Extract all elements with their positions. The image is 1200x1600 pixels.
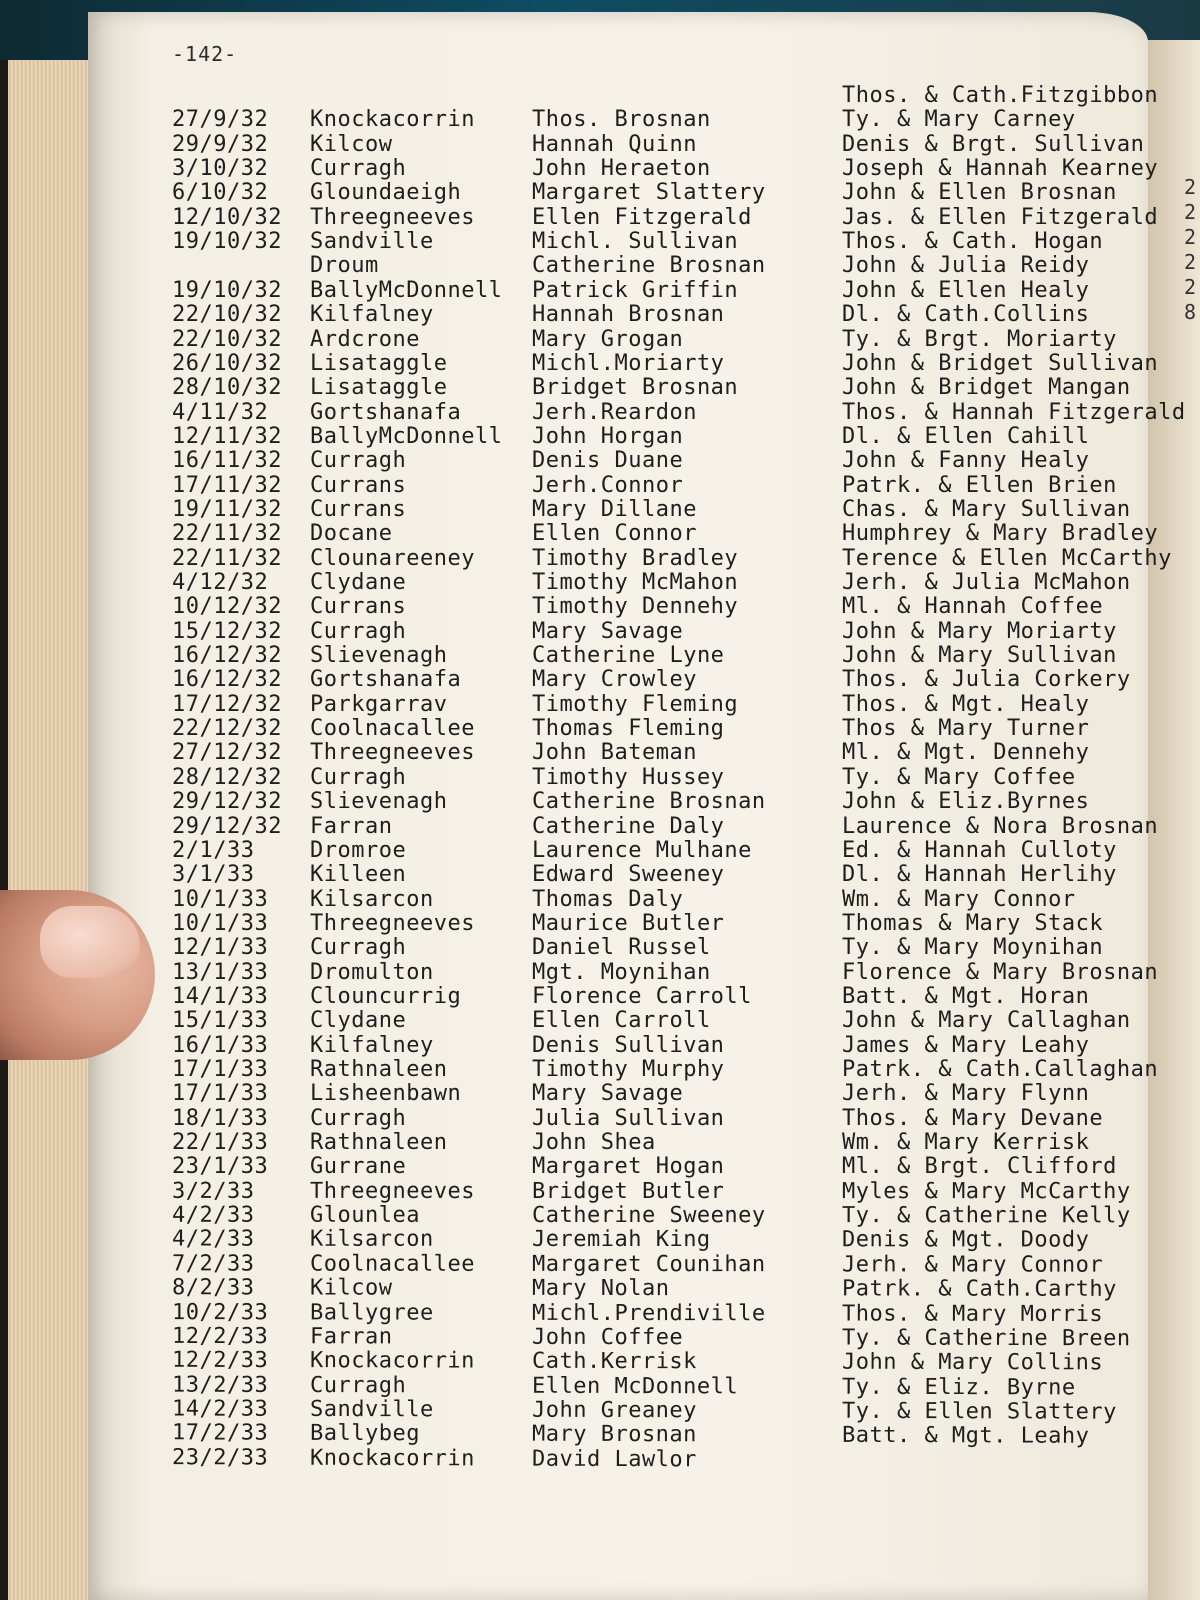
entry-parents: John & Bridget Mangan: [842, 375, 1131, 401]
register-row: [88, 741, 1148, 765]
register-row: [88, 985, 1148, 1009]
entry-date: 14/1/33: [172, 983, 269, 1009]
entry-date: 19/11/32: [172, 496, 282, 522]
entry-parents: John & Mary Callaghan: [842, 1008, 1131, 1034]
entry-date: 17/12/32: [172, 691, 282, 717]
register-row: [88, 912, 1148, 936]
register-row: [88, 156, 1159, 182]
entry-child-name: Timothy Bradley: [532, 545, 739, 571]
register-row: [88, 1276, 1148, 1302]
entry-townland: Gloundaeigh: [310, 180, 462, 206]
facing-page-text: 2: [1184, 200, 1197, 224]
entry-parents: Thos. & Julia Corkery: [842, 667, 1131, 693]
register-row: [88, 863, 1148, 887]
entry-child-name: John Bateman: [532, 740, 697, 766]
entry-child-name: Florence Carroll: [532, 983, 752, 1009]
entry-date: 27/12/32: [172, 740, 282, 766]
entry-date: 4/2/33: [171, 1226, 255, 1253]
entry-townland: Curragh: [310, 448, 407, 474]
register-row: [88, 571, 1148, 595]
entry-townland: Dromroe: [310, 837, 407, 863]
entry-child-name: Mary Savage: [532, 1081, 684, 1107]
entry-child-name: Michl.Prendiville: [531, 1300, 766, 1326]
entry-child-name: Jerh.Reardon: [532, 399, 697, 425]
entry-parents: Jerh. & Julia McMahon: [842, 570, 1131, 595]
entry-townland: BallyMcDonnell: [310, 423, 503, 449]
entry-date: 22/1/33: [172, 1130, 269, 1156]
entry-child-name: Maurice Butler: [532, 910, 725, 936]
entry-date: 23/1/33: [172, 1154, 269, 1180]
entry-child-name: Catherine Daly: [532, 813, 725, 839]
entry-townland: Docane: [310, 521, 393, 547]
entry-parents: Ty. & Brgt. Moriarty: [842, 326, 1117, 352]
register-row: [88, 1034, 1148, 1058]
register-row: [88, 1057, 1159, 1082]
entry-parents: Ty. & Mary Moynihan: [842, 935, 1104, 961]
entry-date: 3/10/32: [172, 156, 269, 182]
register-row: [88, 1445, 1148, 1473]
entry-date: 19/10/32: [172, 277, 282, 303]
entry-date: 27/9/32: [172, 107, 269, 133]
entry-date: 6/10/32: [172, 180, 269, 206]
entry-townland: Knockacorrin: [309, 1348, 475, 1374]
entry-parents: Joseph & Hannah Kearney: [842, 156, 1159, 182]
entry-parents: Ty. & Mary Carney: [842, 107, 1076, 133]
entry-child-name: Ellen Fitzgerald: [532, 204, 752, 230]
entry-townland: Clouncurrig: [310, 983, 462, 1009]
register-row: [88, 376, 1148, 400]
entry-date: 3/2/33: [171, 1178, 255, 1204]
entry-parents: Myles & Mary McCarthy: [841, 1178, 1131, 1204]
entry-parents: John & Ellen Brosnan: [842, 180, 1117, 206]
entry-child-name: Thomas Daly: [532, 886, 684, 912]
entry-parents: John & Mary Sullivan: [842, 643, 1117, 669]
entry-parents: Ml. & Hannah Coffee: [842, 594, 1104, 620]
entry-parents: Ty. & Catherine Kelly: [841, 1203, 1131, 1229]
entry-townland: Ballybeg: [309, 1421, 421, 1447]
entry-parents: Denis & Brgt. Sullivan: [842, 131, 1145, 157]
entry-child-name: Denis Sullivan: [532, 1032, 725, 1058]
entry-parents: Dl. & Hannah Herlihy: [842, 862, 1117, 888]
entry-townland: Clydane: [310, 570, 407, 595]
entry-date: 18/1/33: [172, 1105, 269, 1131]
entry-child-name: Thos. Brosnan: [532, 107, 711, 133]
entry-child-name: Mary Grogan: [532, 326, 684, 352]
register-row: [88, 545, 1172, 571]
entry-date: 16/1/33: [172, 1032, 269, 1058]
entry-parents: John & Bridget Sullivan: [842, 350, 1159, 376]
entry-townland: Threegneeves: [310, 204, 475, 230]
entry-parents: Ml. & Brgt. Clifford: [842, 1154, 1117, 1180]
entry-child-name: Mgt. Moynihan: [532, 959, 711, 985]
entry-parents: Patrk. & Cath.Carthy: [841, 1276, 1117, 1303]
register-row: [88, 1204, 1148, 1229]
entry-date: 10/2/33: [171, 1299, 269, 1325]
entry-child-name: Edward Sweeney: [532, 862, 725, 888]
entry-date: 14/2/33: [171, 1396, 269, 1422]
entry-townland: Curragh: [309, 1372, 407, 1398]
register-row: [88, 790, 1148, 814]
entry-parents: Dl. & Ellen Cahill: [842, 423, 1090, 449]
entry-parents: Batt. & Mgt. Leahy: [841, 1423, 1090, 1450]
entry-child-name: Mary Crowley: [532, 667, 697, 693]
entry-townland: Coolnacallee: [310, 716, 475, 742]
entry-child-name: Catherine Sweeney: [531, 1203, 766, 1229]
entry-date: 16/12/32: [172, 667, 282, 693]
register-row: [88, 668, 1148, 692]
entry-parents: Jerh. & Mary Flynn: [842, 1081, 1090, 1107]
entry-townland: Lisataggle: [310, 375, 448, 401]
entry-date: 13/1/33: [172, 959, 269, 985]
register-row: [88, 1155, 1148, 1179]
entry-parents: Thos. & Mgt. Healy: [842, 691, 1090, 717]
register-page: [88, 12, 1186, 1600]
register-row: [88, 133, 1148, 157]
entry-child-name: Ellen Connor: [532, 521, 697, 547]
entry-townland: Rathnaleen: [310, 1130, 448, 1156]
register-row: [88, 1082, 1148, 1106]
entry-parents: Thos. & Mary Morris: [841, 1300, 1104, 1327]
entry-child-name: Timothy Dennehy: [532, 594, 739, 620]
entry-parents: Denis & Mgt. Doody: [841, 1227, 1090, 1253]
entry-townland: Currans: [310, 594, 407, 620]
entry-date: 4/11/32: [172, 399, 269, 425]
entry-date: 4/12/32: [172, 570, 269, 595]
entry-townland: Ballygree: [309, 1299, 434, 1326]
entry-townland: Curragh: [310, 156, 407, 182]
entry-child-name: Catherine Brosnan: [532, 253, 766, 279]
entry-townland: Threegneeves: [310, 740, 475, 766]
entry-child-name: Jeremiah King: [531, 1227, 711, 1253]
entry-parents: Terence & Ellen McCarthy: [842, 545, 1172, 571]
register-row: [88, 959, 1159, 985]
entry-townland: BallyMcDonnell: [310, 277, 503, 303]
entry-date: 17/1/33: [172, 1081, 269, 1107]
register-row: [88, 328, 1148, 352]
entry-townland: Slievenagh: [310, 789, 448, 815]
entry-parents: Patrk. & Cath.Callaghan: [842, 1057, 1159, 1082]
entry-townland: Farran: [309, 1324, 393, 1350]
register-row: [88, 474, 1148, 498]
facing-page-text: 2: [1184, 275, 1197, 299]
entry-townland: Kilcow: [310, 131, 393, 157]
entry-date: 8/2/33: [171, 1275, 255, 1301]
entry-townland: Kilsarcon: [309, 1227, 434, 1253]
register-row: [88, 1300, 1148, 1326]
entry-child-name: Mary Nolan: [531, 1275, 670, 1302]
entry-parents: John & Fanny Healy: [842, 448, 1090, 474]
register-row: [88, 595, 1148, 619]
entry-townland: Threegneeves: [309, 1178, 475, 1204]
entry-child-name: Bridget Butler: [531, 1178, 725, 1204]
entry-date: 29/12/32: [172, 789, 282, 815]
entry-child-name: Margaret Hogan: [532, 1154, 725, 1180]
entry-parents: John & Mary Moriarty: [842, 618, 1117, 644]
entry-date: 15/12/32: [172, 618, 282, 644]
register-row: [88, 350, 1159, 376]
entry-parents: Batt. & Mgt. Horan: [842, 983, 1090, 1009]
entry-date: 22/11/32: [172, 521, 282, 547]
register-row: [88, 1107, 1148, 1131]
entry-date: 12/1/33: [172, 935, 269, 961]
entry-parents: John & Julia Reidy: [842, 253, 1090, 279]
entry-townland: Curragh: [310, 764, 407, 790]
entry-child-name: Laurence Mulhane: [532, 837, 752, 863]
entry-child-name: Margaret Counihan: [531, 1251, 766, 1278]
register-row: [88, 498, 1148, 522]
entry-date: 12/10/32: [172, 204, 282, 230]
entry-child-name: Hannah Quinn: [532, 131, 697, 157]
entry-child-name: Hannah Brosnan: [532, 302, 725, 328]
register-row: [88, 449, 1148, 473]
entry-townland: Gortshanafa: [310, 399, 462, 425]
register-row: [88, 839, 1148, 863]
entry-townland: Coolnacallee: [309, 1251, 475, 1277]
register-row: [88, 936, 1148, 960]
entry-date: 7/2/33: [171, 1251, 255, 1277]
entry-parents: Thos. & Cath.Fitzgibbon: [842, 83, 1159, 108]
facing-page-text: 2: [1184, 225, 1197, 249]
facing-page-text: 2: [1184, 250, 1197, 274]
entry-townland: Knockacorrin: [310, 107, 475, 133]
entry-child-name: John Greaney: [531, 1397, 697, 1424]
entry-date: 16/11/32: [172, 448, 282, 474]
register-row: [88, 181, 1148, 205]
thumbnail: [40, 906, 140, 978]
entry-date: 22/11/32: [172, 545, 282, 571]
entry-townland: Kilcow: [309, 1275, 393, 1301]
entry-date: 19/10/32: [172, 229, 282, 255]
entry-child-name: Margaret Slattery: [532, 180, 766, 206]
entry-date: 29/9/32: [172, 131, 269, 157]
entry-parents: Ty. & Mary Coffee: [842, 764, 1076, 790]
entry-townland: Killeen: [310, 862, 407, 888]
entry-parents: Florence & Mary Brosnan: [842, 959, 1159, 985]
entry-parents: Wm. & Mary Connor: [842, 886, 1076, 912]
entry-townland: Lisataggle: [310, 350, 448, 376]
entry-child-name: Ellen McDonnell: [531, 1373, 739, 1399]
entry-townland: Currans: [310, 472, 407, 498]
entry-date: 28/10/32: [172, 375, 282, 401]
entry-child-name: Cath.Kerrisk: [531, 1348, 697, 1375]
entry-townland: Threegneeves: [310, 910, 475, 936]
entry-date: 17/2/33: [171, 1420, 269, 1446]
entry-date: 29/12/32: [172, 813, 282, 839]
register-row: [88, 1349, 1148, 1376]
entry-parents: Ml. & Mgt. Dennehy: [842, 740, 1090, 766]
register-row: [88, 717, 1148, 741]
entry-date: 17/1/33: [172, 1057, 269, 1082]
register-row: [88, 644, 1148, 668]
entry-parents: James & Mary Leahy: [842, 1032, 1090, 1058]
entry-date: 10/12/32: [172, 594, 282, 620]
entry-parents: Dl. & Cath.Collins: [842, 302, 1090, 328]
entry-date: 15/1/33: [172, 1008, 269, 1034]
register-row: [88, 766, 1148, 790]
entry-parents: Chas. & Mary Sullivan: [842, 496, 1131, 522]
register-row: [88, 83, 1159, 108]
entry-date: 28/12/32: [172, 764, 282, 790]
register-row: [88, 303, 1148, 327]
register-row: [88, 1131, 1148, 1155]
register-row: [88, 254, 1148, 278]
register-row: [88, 425, 1148, 449]
register-row: [88, 888, 1148, 912]
entry-child-name: Thomas Fleming: [532, 716, 725, 742]
entry-parents: Ty. & Eliz. Byrne: [841, 1374, 1076, 1400]
register-row: [88, 813, 1159, 839]
facing-page-text: 8: [1184, 300, 1197, 324]
entry-child-name: Timothy Fleming: [532, 691, 739, 717]
entry-townland: Curragh: [310, 1105, 407, 1131]
entry-date: 22/12/32: [172, 716, 282, 742]
entry-parents: Jerh. & Mary Connor: [841, 1252, 1104, 1278]
entry-townland: Kilfalney: [310, 1032, 434, 1058]
entry-child-name: David Lawlor: [531, 1446, 698, 1472]
entry-townland: Kilsarcon: [310, 886, 434, 912]
entry-parents: Ty. & Catherine Breen: [841, 1325, 1131, 1352]
entry-parents: John & Ellen Healy: [842, 277, 1090, 303]
entry-townland: Clounareeney: [310, 545, 475, 571]
entry-child-name: Julia Sullivan: [532, 1105, 725, 1131]
entry-townland: Knockacorrin: [309, 1445, 476, 1471]
entry-townland: Glounlea: [309, 1202, 420, 1228]
entry-date: 23/2/33: [171, 1444, 269, 1471]
entry-parents: Jas. & Ellen Fitzgerald: [842, 204, 1159, 230]
entry-child-name: Denis Duane: [532, 448, 684, 474]
register-row: [88, 620, 1148, 644]
entry-date: 2/1/33: [172, 837, 255, 863]
entry-townland: Parkgarrav: [310, 691, 448, 717]
entry-child-name: Patrick Griffin: [532, 277, 739, 303]
entry-date: 12/11/32: [172, 423, 282, 449]
register-row: [88, 1252, 1148, 1277]
entry-parents: Thomas & Mary Stack: [842, 910, 1104, 936]
entry-child-name: Mary Dillane: [532, 496, 697, 522]
entry-parents: John & Eliz.Byrnes: [842, 789, 1090, 815]
entry-parents: Thos. & Mary Devane: [842, 1105, 1104, 1131]
facing-page-text: 2: [1184, 175, 1197, 199]
entry-date: 10/1/33: [172, 886, 269, 912]
entry-child-name: Mary Savage: [532, 618, 684, 644]
entry-townland: Gurrane: [310, 1154, 407, 1180]
register-row: [88, 279, 1148, 303]
entry-date: 22/10/32: [172, 302, 282, 328]
entry-townland: Sandville: [309, 1396, 434, 1423]
register-row: [88, 230, 1148, 254]
entry-date: 10/1/33: [172, 910, 269, 936]
entry-townland: Droum: [310, 253, 379, 279]
entry-date: 22/10/32: [172, 326, 282, 352]
entry-townland: Sandville: [310, 229, 434, 255]
entry-date: 12/2/33: [171, 1347, 269, 1374]
entry-parents: John & Mary Collins: [841, 1349, 1104, 1376]
entry-townland: Slievenagh: [310, 643, 448, 669]
register-row: [88, 1180, 1148, 1204]
entry-parents: Wm. & Mary Kerrisk: [842, 1130, 1090, 1156]
entry-date: 4/2/33: [171, 1202, 255, 1228]
entry-parents: Thos. & Hannah Fitzgerald: [842, 399, 1186, 425]
register-row: [88, 108, 1148, 132]
entry-child-name: Timothy Hussey: [532, 764, 725, 790]
entry-parents: Ed. & Hannah Culloty: [842, 837, 1117, 863]
entry-date: 26/10/32: [172, 350, 282, 376]
register-row: [88, 521, 1159, 547]
entry-child-name: John Shea: [532, 1130, 656, 1156]
entry-date: 13/2/33: [171, 1372, 269, 1398]
entry-parents: Thos & Mary Turner: [842, 716, 1090, 742]
entry-parents: Humphrey & Mary Bradley: [842, 521, 1159, 547]
entry-parents: Ty. & Ellen Slattery: [841, 1398, 1117, 1425]
entry-child-name: Timothy Murphy: [532, 1057, 725, 1082]
entry-child-name: Daniel Russel: [532, 935, 711, 961]
entry-date: 16/12/32: [172, 643, 282, 669]
entry-townland: Kilfalney: [310, 302, 434, 328]
entry-child-name: Bridget Brosnan: [532, 375, 739, 401]
entry-child-name: Catherine Brosnan: [532, 789, 766, 815]
entry-child-name: Mary Brosnan: [531, 1421, 698, 1448]
entry-townland: Ardcrone: [310, 326, 420, 352]
entry-townland: Curragh: [310, 618, 407, 644]
entry-child-name: John Heraeton: [532, 156, 711, 182]
entry-townland: Clydane: [310, 1008, 407, 1034]
entry-townland: Currans: [310, 496, 407, 522]
entry-child-name: Michl. Sullivan: [532, 229, 739, 255]
entry-townland: Farran: [310, 813, 393, 839]
entry-townland: Rathnaleen: [310, 1057, 448, 1082]
entry-townland: Gortshanafa: [310, 667, 462, 693]
entry-parents: Patrk. & Ellen Brien: [842, 472, 1117, 498]
register-row: [88, 693, 1148, 717]
entry-child-name: Catherine Lyne: [532, 643, 725, 669]
entry-child-name: Ellen Carroll: [532, 1008, 711, 1034]
entry-date: 17/11/32: [172, 472, 282, 498]
entry-parents: Laurence & Nora Brosnan: [842, 813, 1159, 839]
entry-townland: Lisheenbawn: [310, 1081, 462, 1107]
entry-date: 3/1/33: [172, 862, 255, 888]
entry-child-name: John Coffee: [531, 1324, 684, 1351]
entry-parents: Thos. & Cath. Hogan: [842, 229, 1104, 255]
entry-townland: Curragh: [310, 935, 407, 961]
entry-date: 12/2/33: [171, 1323, 269, 1349]
register-row: [88, 1228, 1148, 1253]
entry-child-name: Jerh.Connor: [532, 472, 684, 498]
entry-child-name: John Horgan: [532, 423, 684, 449]
register-row: [88, 1009, 1148, 1033]
page-number: -142-: [172, 42, 238, 66]
entry-child-name: Michl.Moriarty: [532, 350, 725, 376]
register-row: [88, 399, 1186, 425]
entry-child-name: Timothy McMahon: [532, 570, 739, 595]
register-row: [88, 204, 1159, 230]
entry-townland: Dromulton: [310, 959, 434, 985]
